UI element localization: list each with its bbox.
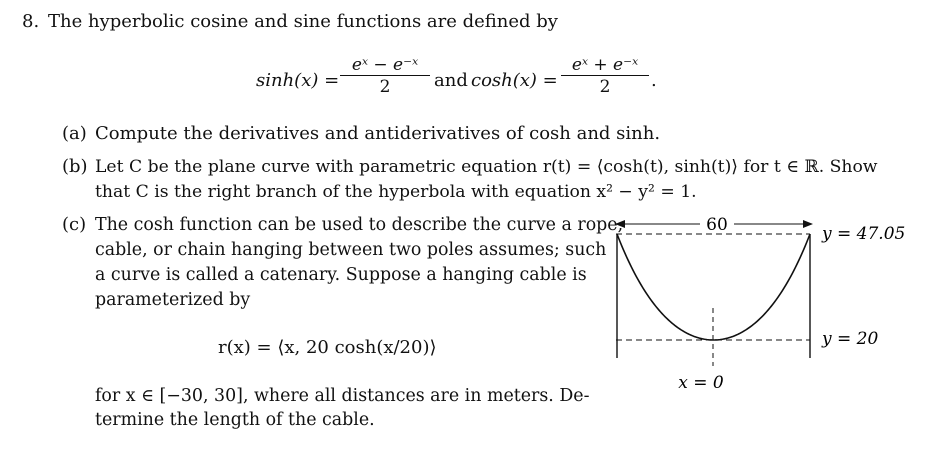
part-c-line3: a curve is called a catenary. Suppose a hanging cable is: [95, 265, 587, 285]
catenary-curve: [617, 234, 810, 340]
problem-intro: The hyperbolic cosine and sine functions are defined by: [48, 11, 558, 32]
sinh-denominator: 2: [379, 77, 391, 97]
width-label: 60: [706, 215, 728, 235]
part-c-line5: for x ∈ [−30, 30], where all distances are in meters. De-: [95, 386, 590, 406]
top-label: y = 47.05: [822, 224, 906, 244]
cosh-denominator: 2: [599, 77, 611, 97]
part-c-line4: parameterized by: [95, 290, 251, 310]
bottom-label: y = 20: [822, 329, 879, 349]
part-c-line2: cable, or chain hanging between two poles assumes; such: [95, 240, 607, 260]
cosh-lhs: cosh(x) =: [471, 70, 558, 91]
part-c-label: (c): [62, 214, 87, 235]
sinh-lhs: sinh(x) =: [256, 70, 340, 91]
axis-label: x = 0: [678, 373, 724, 393]
part-c-equation: r(x) = ⟨x, 20 cosh(x/20)⟩: [218, 337, 437, 358]
part-b-line2: that C is the right branch of the hyperbola with equation x² − y² = 1.: [95, 182, 697, 202]
part-c-line1: The cosh function can be used to describe the curve a rope,: [95, 215, 624, 235]
part-a-text: Compute the derivatives and antiderivatives of cosh and sinh.: [95, 123, 661, 144]
cosh-numerator: eˣ + e⁻ˣ: [561, 55, 649, 76]
part-c-line6: termine the length of the cable.: [95, 410, 375, 430]
part-a-label: (a): [62, 123, 87, 144]
part-b-label: (b): [62, 156, 88, 177]
part-b-line1: Let C be the plane curve with parametric equation r(t) = ⟨cosh(t), sinh(t)⟩ for t ∈ ℝ. Show: [95, 157, 878, 177]
sinh-numerator: eˣ − e⁻ˣ: [340, 55, 430, 76]
cosh-period: .: [651, 70, 657, 91]
problem-number: 8.: [22, 11, 40, 32]
and-word: and: [434, 70, 468, 91]
